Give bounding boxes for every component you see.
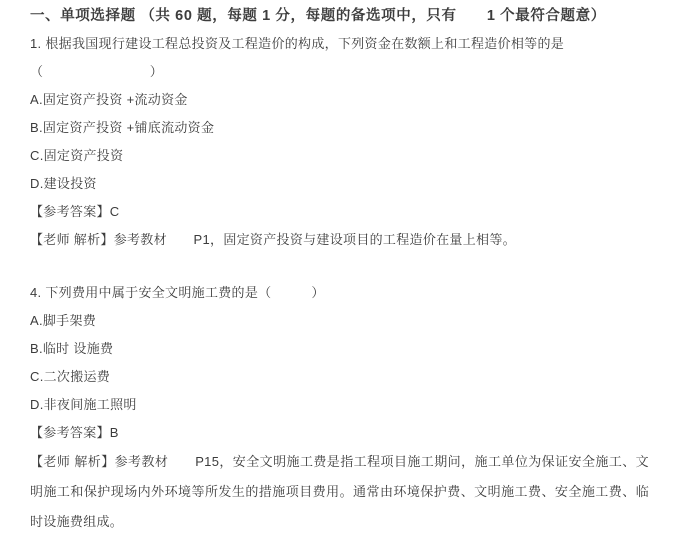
question-4-option-d: D.非夜间施工照明 <box>30 397 137 412</box>
question-4-answer: 【参考答案】B <box>30 425 119 440</box>
question-1-option-d: D.建设投资 <box>30 176 97 191</box>
question-4-block <box>30 279 649 537</box>
question-4-option-a: A.脚手架费 <box>30 313 97 328</box>
question-1-analysis: 【老师 解析】参考教材 P1，固定资产投资与建设项目的工程造价在量上相等。 <box>30 232 516 247</box>
question-4-option-c: C.二次搬运费 <box>30 369 111 384</box>
question-4-option-b: B.临时 设施费 <box>30 341 114 356</box>
section-title: 一、单项选择题 （共 60 题，每题 1 分，每题的备选项中，只有 1 个最符合题意） <box>30 8 606 24</box>
question-1-option-a: A.固定资产投资 +流动资金 <box>30 92 188 107</box>
question-1-block <box>30 30 649 254</box>
question-4-stem: 4. 下列费用中属于安全文明施工费的是（ ） <box>30 285 325 300</box>
question-1-option-b: B.固定资产投资 +铺底流动资金 <box>30 120 215 135</box>
question-1-option-c: C.固定资产投资 <box>30 148 124 163</box>
question-1-stem: 1. 根据我国现行建设工程总投资及工程造价的构成，下列资金在数额上和工程造价相等的是（ ） <box>30 36 565 79</box>
question-4-analysis: 【老师 解析】参考教材 P15，安全文明施工费是指工程项目施工期问，施工单位为保证安全施工、文明施工和保护现场内外环境等所发生的措施项目费用。通常由环境保护费、文明施工费、安全施工费、临时设施费组成。 <box>30 454 649 529</box>
question-1-answer: 【参考答案】C <box>30 204 120 219</box>
